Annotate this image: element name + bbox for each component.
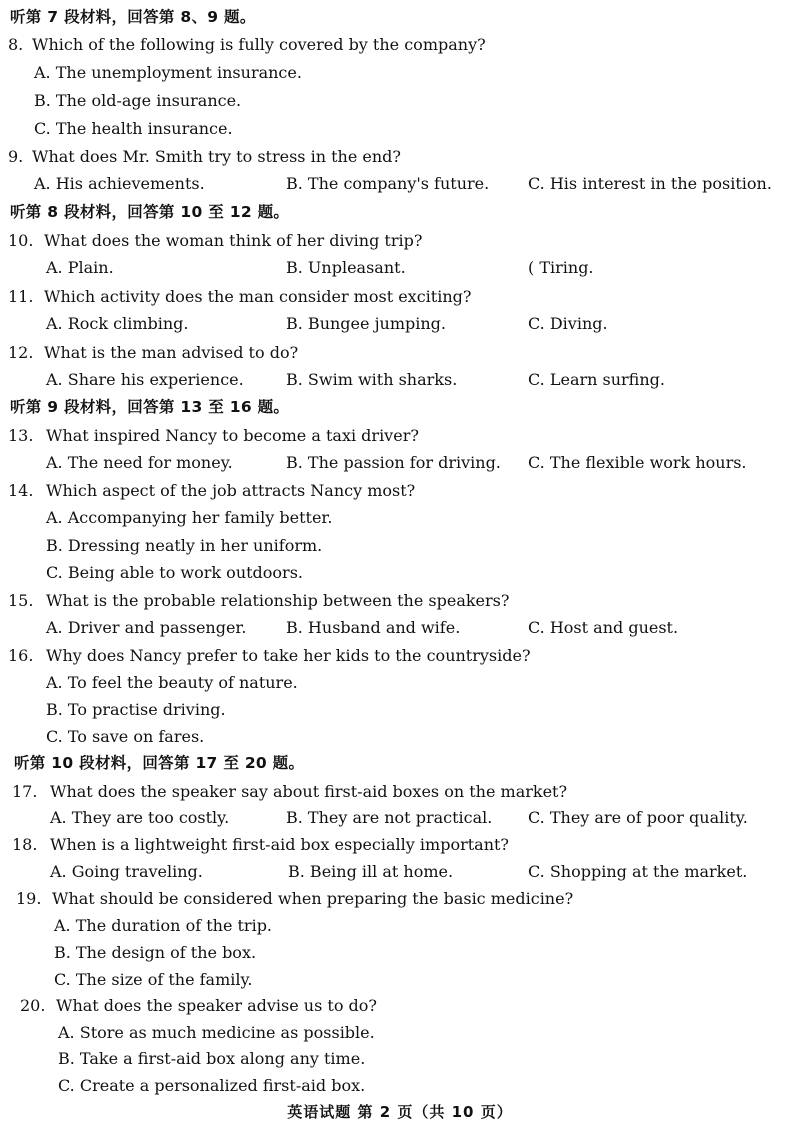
question-text: Why does Nancy prefer to take her kids to the countryside? — [46, 646, 531, 665]
option-row — [0, 254, 800, 281]
question-number: 20. — [20, 996, 46, 1015]
question-number: 11. — [8, 287, 34, 306]
question-12 — [0, 339, 800, 366]
question-text: Which aspect of the job attracts Nancy most? — [46, 481, 416, 500]
question-13 — [0, 422, 800, 449]
option-row — [0, 532, 800, 559]
option-c: C. His interest in the position. — [528, 174, 772, 193]
option-a: A. The duration of the trip. — [54, 916, 273, 935]
option-row — [0, 804, 800, 831]
question-text: What inspired Nancy to become a taxi driver? — [46, 426, 419, 445]
option-c: ( Tiring. — [528, 258, 594, 277]
option-c: C. Being able to work outdoors. — [46, 563, 303, 582]
option-row — [0, 614, 800, 641]
option-row — [0, 696, 800, 723]
question-19 — [0, 885, 800, 912]
question-number: 19. — [16, 889, 42, 908]
option-a: A. Store as much medicine as possible. — [58, 1023, 375, 1042]
question-14 — [0, 477, 800, 504]
option-row — [0, 559, 800, 586]
option-a: A. The unemployment insurance. — [34, 63, 302, 82]
option-row — [0, 504, 800, 531]
option-c: C. The flexible work hours. — [528, 453, 747, 472]
option-c: C. The size of the family. — [54, 970, 253, 989]
section-header-text: 听第 8 段材料，回答第 10 至 12 题。 — [10, 203, 290, 221]
option-a: A. The need for money. — [46, 453, 233, 472]
option-a: A. They are too costly. — [50, 808, 230, 827]
question-15 — [0, 587, 800, 614]
question-number: 13. — [8, 426, 34, 445]
option-b: B. Being ill at home. — [288, 862, 454, 881]
question-text: What does the speaker say about first-aid boxes on the market? — [50, 782, 568, 801]
section-header-10 — [0, 750, 800, 777]
page-footer-text: 英语试题 第 2 页（共 10 页） — [287, 1103, 513, 1121]
option-row — [0, 858, 800, 885]
question-text: What is the probable relationship between the speakers? — [46, 591, 510, 610]
question-number: 12. — [8, 343, 34, 362]
option-b: B. They are not practical. — [286, 808, 493, 827]
option-b: B. Husband and wife. — [286, 618, 461, 637]
question-11 — [0, 283, 800, 310]
question-text: What does the woman think of her diving trip? — [44, 231, 423, 250]
option-c: C. The health insurance. — [34, 119, 233, 138]
question-number: 17. — [12, 782, 38, 801]
question-number: 18. — [12, 835, 38, 854]
option-row — [0, 1019, 800, 1046]
question-number: 10. — [8, 231, 34, 250]
option-c: C. Create a personalized first-aid box. — [58, 1076, 366, 1095]
option-a: A. Going traveling. — [50, 862, 203, 881]
option-row — [0, 912, 800, 939]
question-10 — [0, 227, 800, 254]
page-footer — [0, 1099, 800, 1126]
section-header-8 — [0, 199, 800, 226]
question-20 — [0, 992, 800, 1019]
option-c: C. To save on fares. — [46, 727, 205, 746]
option-row — [0, 170, 800, 197]
option-row — [0, 366, 800, 393]
question-text: What should be considered when preparing the basic medicine? — [52, 889, 574, 908]
option-a: A. Plain. — [46, 258, 114, 277]
option-b: B. To practise driving. — [46, 700, 226, 719]
question-text: Which activity does the man consider most exciting? — [44, 287, 472, 306]
question-8 — [0, 31, 800, 58]
option-c: C. Diving. — [528, 314, 608, 333]
section-header-text: 听第 9 段材料，回答第 13 至 16 题。 — [10, 398, 290, 416]
option-row — [0, 939, 800, 966]
option-row — [0, 669, 800, 696]
option-row — [0, 966, 800, 993]
option-row — [0, 115, 800, 142]
section-header-9 — [0, 394, 800, 421]
question-number: 8. — [8, 35, 24, 54]
option-a: A. To feel the beauty of nature. — [46, 673, 298, 692]
question-text: When is a lightweight first-aid box especially important? — [50, 835, 509, 854]
option-row — [0, 59, 800, 86]
option-row — [0, 1045, 800, 1072]
option-b: B. The design of the box. — [54, 943, 257, 962]
section-header-text: 听第 10 段材料，回答第 17 至 20 题。 — [14, 754, 305, 772]
option-a: A. Driver and passenger. — [46, 618, 247, 637]
option-row — [0, 310, 800, 337]
option-a: A. His achievements. — [34, 174, 205, 193]
question-number: 9. — [8, 147, 24, 166]
section-header-7 — [0, 4, 800, 31]
question-text: What does Mr. Smith try to stress in the end? — [32, 147, 401, 166]
option-row — [0, 87, 800, 114]
option-b: B. The passion for driving. — [286, 453, 501, 472]
question-number: 16. — [8, 646, 34, 665]
option-b: B. The old-age insurance. — [34, 91, 242, 110]
question-18 — [0, 831, 800, 858]
question-9 — [0, 143, 800, 170]
option-c: C. They are of poor quality. — [528, 808, 748, 827]
option-c: C. Shopping at the market. — [528, 862, 748, 881]
option-a: A. Rock climbing. — [46, 314, 189, 333]
question-16 — [0, 642, 800, 669]
section-header-text: 听第 7 段材料，回答第 8、9 题。 — [10, 8, 256, 26]
option-b: B. The company's future. — [286, 174, 490, 193]
question-17 — [0, 778, 800, 805]
option-c: C. Host and guest. — [528, 618, 679, 637]
question-number: 14. — [8, 481, 34, 500]
question-text: What does the speaker advise us to do? — [56, 996, 377, 1015]
option-row — [0, 723, 800, 750]
option-b: B. Swim with sharks. — [286, 370, 458, 389]
option-a: A. Share his experience. — [46, 370, 244, 389]
option-b: B. Dressing neatly in her uniform. — [46, 536, 323, 555]
option-b: B. Bungee jumping. — [286, 314, 446, 333]
question-text: What is the man advised to do? — [44, 343, 299, 362]
option-row — [0, 1072, 800, 1099]
question-text: Which of the following is fully covered by the company? — [32, 35, 486, 54]
option-b: B. Unpleasant. — [286, 258, 406, 277]
option-b: B. Take a first-aid box along any time. — [58, 1049, 366, 1068]
option-a: A. Accompanying her family better. — [46, 508, 333, 527]
question-number: 15. — [8, 591, 34, 610]
option-c: C. Learn surfing. — [528, 370, 665, 389]
option-row — [0, 449, 800, 476]
